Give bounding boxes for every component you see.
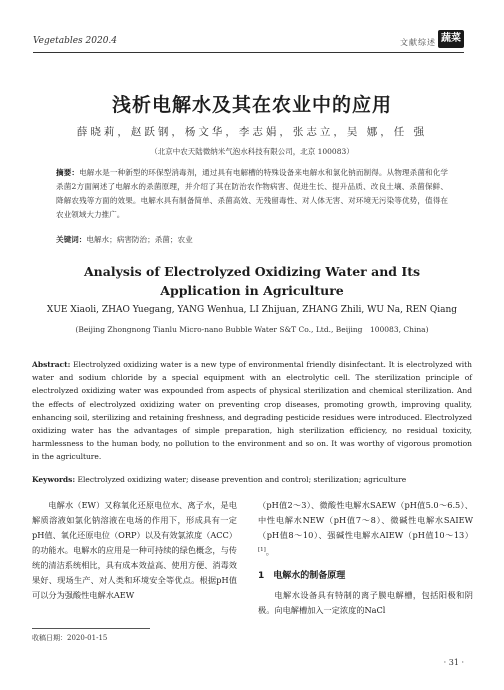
authors-en: XUE Xiaoli, ZHAO Yuegang, YANG Wenhua, LI Zhijuan, ZHANG Zhili, WU Na, REN Qiang: [46, 305, 458, 315]
received-date: 收稿日期：2020-01-15: [32, 634, 108, 642]
title-en: [0, 262, 504, 300]
title-en-line1: Analysis of Electrolyzed Oxidizing Water and Its: [83, 264, 421, 279]
section-body: 电解水设备具有特制的离子膜电解槽，包括阳极和阴极。向电解槽加入一定浓度的NaCl: [258, 590, 473, 615]
body-column-right: [258, 498, 473, 560]
body-right-text: （pH值2～3）、微酸性电解水SAEW（pH值5.0～6.5）、中性电解水NEW（pH值7～8）、微碱性电解水SAIEW（pH值8～10）、强碱性电解水AIEW（pH值10～13）: [258, 500, 473, 540]
abstract-cn-label: 摘要：: [56, 168, 80, 177]
abstract-en-text: Electrolyzed oxidizing water is a new type of environmental friendly disinfectant. It is electrolyzed with water and sodium chloride by a special equipment with an electrolytic cell. The sterilization principle of electrolyzed oxidizing water was expounded from aspects of physical sterilization and chemical sterilization. And the effects of electrolyzed oxidizing water on preventing crop diseases, promoting growth, improving quality, enhancing soil, sterilizing and retaining freshness, and degrading pesticide residues were introduced. Electrolyzed oxidizing water has the advantages of simple preparation, high sterilization efficiency, no residual toxicity, harmlessness to the human body, no pollution to the environment and so on. It was worthy of vigorous promotion in the agriculture.: [32, 360, 472, 462]
keywords-en-text: Electrolyzed oxidizing water; disease prevention and control; sterilization; agriculture: [77, 475, 407, 484]
footnote-divider: [32, 628, 150, 629]
abstract-cn-text: 电解水是一种新型的环保型消毒剂，通过具有电解槽的特殊设备来电解水和氯化钠而制得。从物理杀菌和化学杀菌2方面阐述了电解水的杀菌原理，并介绍了其在防治农作物病害、促进生长、提升品质、改良土壤、杀菌保鲜、降解农残等方面的效果。电解水具有制备简单、杀菌高效、无残留毒性、对人体无害、对环境无污染等优势，值得在农业领域大力推广。: [56, 168, 449, 219]
page-number: · 31 ·: [443, 658, 464, 667]
affiliation-en: (Beijing Zhongnong Tianlu Micro-nano Bubble Water S&T Co., Ltd., Beijing 100083, China): [75, 325, 429, 334]
title-cn: 浅析电解水及其在农业中的应用: [111, 94, 392, 116]
abstract-cn: [56, 166, 448, 222]
journal-badge: 蔬菜: [438, 30, 464, 48]
section-label: 文献综述: [400, 38, 436, 47]
section-heading: 1 电解水的制备原理: [258, 571, 346, 581]
body-right-end: 。: [265, 546, 274, 557]
keywords-en: [32, 475, 472, 484]
keywords-cn: [56, 234, 448, 245]
keywords-cn-text: 电解水；病害防治；杀菌；农业: [86, 235, 193, 244]
header-divider: [33, 52, 464, 53]
journal-issue: Vegetables 2020.4: [33, 36, 118, 46]
title-en-line2: Application in Agriculture: [160, 283, 344, 298]
affiliation-cn: （北京中农天陆微纳米气泡水科技有限公司，北京 100083）: [150, 147, 354, 156]
abstract-en-label: Abstract:: [32, 360, 71, 369]
keywords-cn-label: 关键词：: [56, 235, 87, 244]
abstract-en: [32, 358, 472, 464]
citation-ref: [1]: [258, 547, 266, 553]
authors-cn: 薛晓莉，赵跃钢，杨文华，李志娟，张志立，吴 娜，任 强: [76, 126, 428, 138]
body-column-left: 电解水（EW）又称氧化还原电位水、离子水，是电解质溶液如氯化钠溶液在电场的作用下，形成具有一定pH值、氧化还原电位（ORP）以及有效氯浓度（ACC）的功能水。电解水的应用是一种可持续的绿色概念，与传统的清洁系统相比，具有成本效益高、使用方便、消毒效果好、现场生产、对人类和环境安全等优点。根据pH值可以分为强酸性电解水AEW: [32, 500, 237, 600]
keywords-en-label: Keywords:: [32, 475, 76, 484]
